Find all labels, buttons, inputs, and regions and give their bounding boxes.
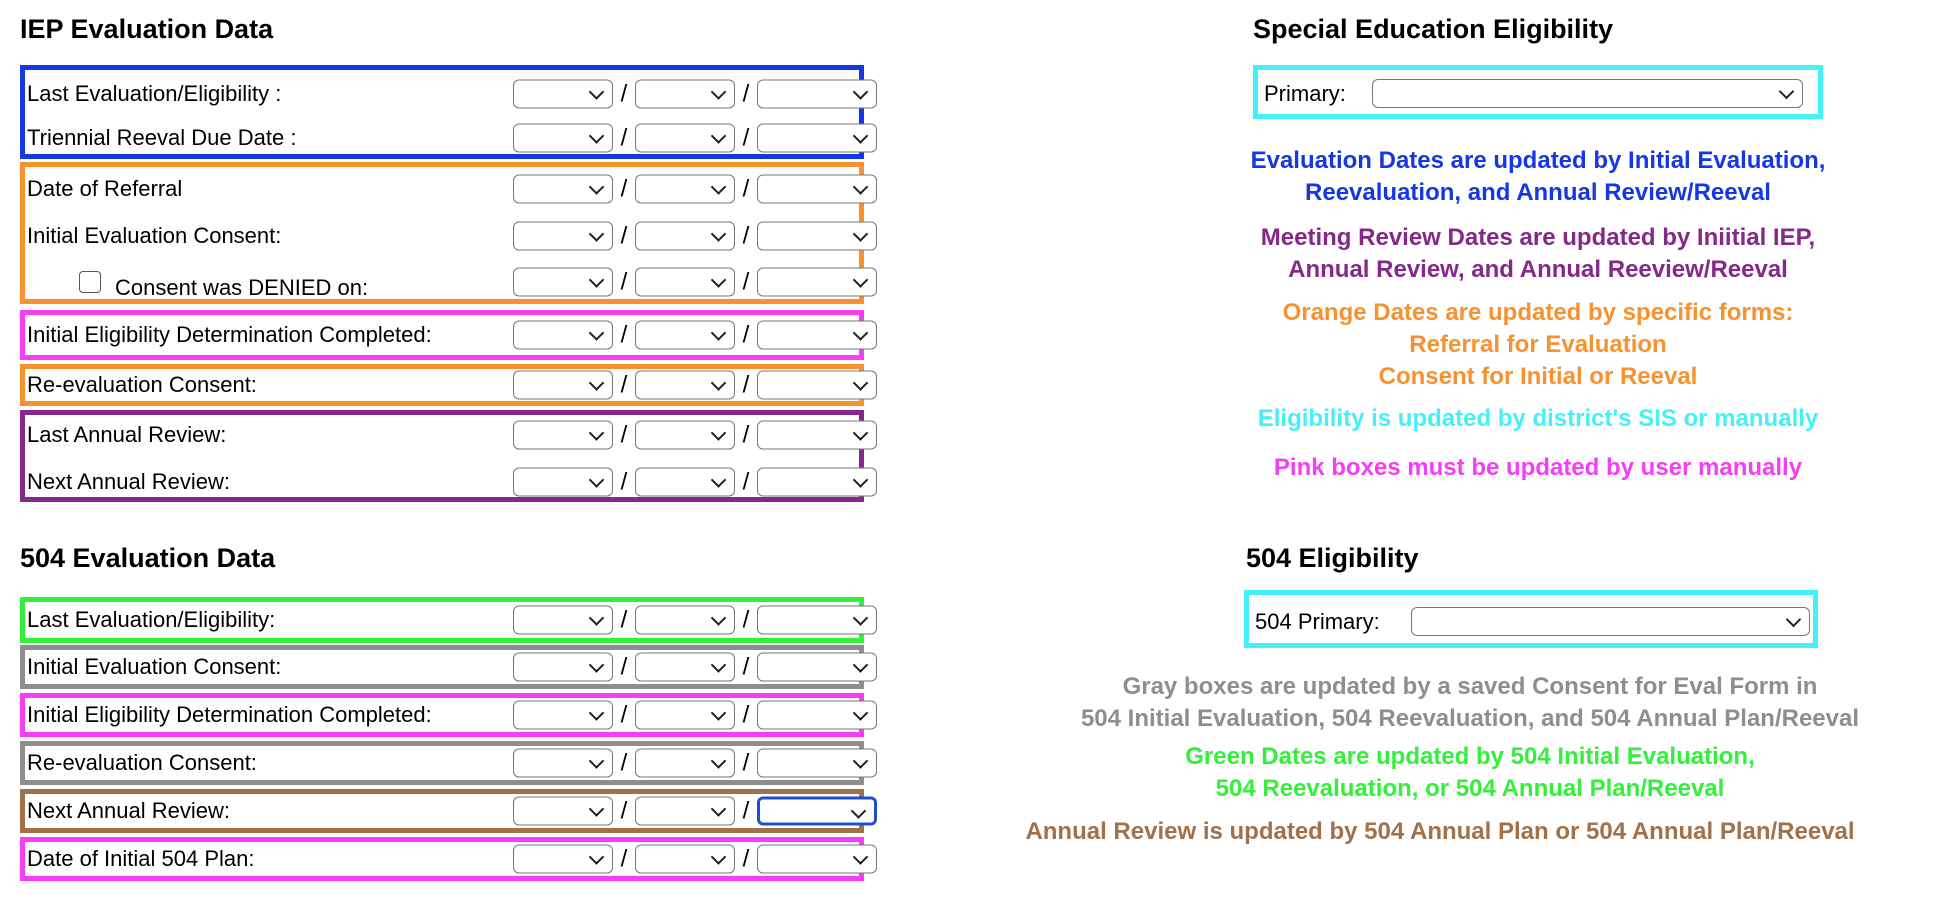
iep-consent-denied-row (25, 258, 859, 306)
iep-last-evaluation-date (513, 80, 877, 109)
s504-reeval-consent-row (25, 739, 859, 787)
chevron-down-icon (589, 849, 605, 865)
chevron-down-icon (589, 705, 605, 721)
chevron-down-icon (711, 753, 727, 769)
date-separator: / (620, 845, 628, 873)
iep-triennial-label: Triennial Reeval Due Date : (27, 125, 297, 150)
iep-last-evaluation-label: Last Evaluation/Eligibility : (27, 81, 282, 106)
chevron-down-icon (589, 375, 605, 391)
chevron-down-icon (711, 425, 727, 441)
pink-504-initial-eligibility-box (20, 693, 864, 737)
s504-initial-eligibility-row (25, 691, 859, 739)
chevron-down-icon (711, 272, 727, 288)
chevron-down-icon (853, 325, 869, 341)
s504-initial-consent-date (513, 653, 877, 682)
iep-reeval-consent-date (513, 371, 877, 400)
chevron-down-icon (711, 849, 727, 865)
day-select[interactable] (635, 468, 735, 497)
s504-initial-consent-label: Initial Evaluation Consent: (27, 654, 282, 679)
month-select[interactable] (513, 371, 613, 400)
chevron-down-icon (711, 801, 727, 817)
iep-referral-label: Date of Referral (27, 176, 183, 201)
consent-denied-checkbox[interactable] (79, 271, 101, 293)
chevron-down-icon (589, 425, 605, 441)
date-separator: / (742, 468, 750, 496)
legend-green (1020, 741, 1920, 805)
chevron-down-icon (589, 610, 605, 626)
chevron-down-icon (589, 226, 605, 242)
year-select[interactable] (757, 124, 877, 153)
pink-initial-eligibility-box (20, 310, 864, 360)
iep-triennial-date (513, 124, 877, 153)
chevron-down-icon (589, 472, 605, 488)
year-select[interactable] (757, 268, 877, 297)
iep-initial-consent-row (25, 212, 859, 260)
orange-referral-consent-box (20, 162, 864, 304)
legend-line: Green Dates are updated by 504 Initial Evaluation, (1185, 743, 1755, 770)
s504-initial-eligibility-date (513, 701, 877, 730)
date-separator: / (742, 653, 750, 681)
s504-next-annual-row (25, 787, 859, 835)
chevron-down-icon (1786, 612, 1802, 628)
legend-line: Annual Review is updated by 504 Annual Plan or 504 Annual Plan/Reeval (1025, 818, 1855, 845)
chevron-down-icon (853, 610, 869, 626)
year-select[interactable] (757, 371, 877, 400)
iep-referral-row (25, 165, 859, 213)
day-select[interactable] (635, 175, 735, 204)
iep-consent-denied-date (513, 268, 877, 297)
day-select[interactable] (635, 124, 735, 153)
month-select[interactable] (513, 321, 613, 350)
chevron-down-icon (711, 325, 727, 341)
chevron-down-icon (853, 705, 869, 721)
chevron-down-icon (711, 705, 727, 721)
iep-initial-consent-date (513, 222, 877, 251)
chevron-down-icon (589, 84, 605, 100)
s504-next-annual-date (513, 797, 877, 826)
orange-reeval-consent-box (20, 364, 864, 406)
chevron-down-icon (853, 226, 869, 242)
chevron-down-icon (711, 179, 727, 195)
legend-orange-dates (1182, 297, 1894, 393)
date-separator: / (620, 749, 628, 777)
consent-denied-label: Consent was DENIED on: (115, 275, 369, 300)
month-select[interactable] (513, 421, 613, 450)
chevron-down-icon (853, 753, 869, 769)
year-select[interactable] (757, 606, 877, 635)
month-select[interactable] (513, 797, 613, 826)
s504-initial-plan-label: Date of Initial 504 Plan: (27, 846, 255, 871)
day-select[interactable] (635, 371, 735, 400)
iep-initial-eligibility-date (513, 321, 877, 350)
s504-next-annual-label: Next Annual Review: (27, 798, 230, 823)
iep-initial-eligibility-row (25, 311, 859, 359)
brown-504-annual-review-box (20, 789, 864, 833)
legend-line: 504 Reevaluation, or 504 Annual Plan/Reeval (1215, 775, 1725, 802)
day-select[interactable] (635, 653, 735, 682)
chevron-down-icon (711, 84, 727, 100)
date-separator: / (620, 468, 628, 496)
date-separator: / (742, 606, 750, 634)
month-select[interactable] (513, 175, 613, 204)
day-select[interactable] (635, 845, 735, 874)
date-separator: / (620, 321, 628, 349)
month-select[interactable] (513, 845, 613, 874)
date-separator: / (742, 421, 750, 449)
date-separator: / (620, 797, 628, 825)
month-select[interactable] (513, 468, 613, 497)
chevron-down-icon (853, 179, 869, 195)
date-separator: / (620, 606, 628, 634)
month-select[interactable] (513, 124, 613, 153)
date-separator: / (742, 371, 750, 399)
gray-504-reeval-consent-box (20, 741, 864, 785)
legend-gray (1020, 671, 1920, 735)
chevron-down-icon (853, 128, 869, 144)
date-separator: / (742, 701, 750, 729)
day-select[interactable] (635, 421, 735, 450)
s504-primary-select[interactable] (1411, 607, 1810, 636)
chevron-down-icon (853, 272, 869, 288)
chevron-down-icon (853, 472, 869, 488)
legend-eligibility (1182, 403, 1894, 435)
date-separator: / (742, 222, 750, 250)
chevron-down-icon (589, 325, 605, 341)
year-select[interactable] (757, 797, 877, 826)
month-select[interactable] (513, 80, 613, 109)
iep-next-annual-date (513, 468, 877, 497)
year-select[interactable] (757, 421, 877, 450)
chevron-down-icon (853, 84, 869, 100)
date-separator: / (742, 268, 750, 296)
legend-line: Referral for Evaluation (1409, 331, 1667, 358)
date-separator: / (620, 124, 628, 152)
month-select[interactable] (513, 268, 613, 297)
chevron-down-icon (711, 375, 727, 391)
blue-evaluation-dates-box (20, 65, 864, 159)
s504-last-evaluation-date (513, 606, 877, 635)
month-select[interactable] (513, 749, 613, 778)
s504-reeval-consent-date (513, 749, 877, 778)
iep-triennial-row (25, 114, 859, 162)
chevron-down-icon (853, 849, 869, 865)
s504-last-evaluation-row (25, 596, 859, 644)
s504-reeval-consent-label: Re-evaluation Consent: (27, 750, 257, 775)
month-select[interactable] (513, 222, 613, 251)
s504-last-evaluation-label: Last Evaluation/Eligibility: (27, 607, 276, 632)
day-select[interactable] (635, 606, 735, 635)
legend-annual-review (950, 816, 1930, 848)
iep-last-evaluation-row (25, 70, 859, 118)
chevron-down-icon (853, 657, 869, 673)
iep-next-annual-label: Next Annual Review: (27, 469, 230, 494)
chevron-down-icon (589, 753, 605, 769)
year-select[interactable] (757, 222, 877, 251)
legend-line: Orange Dates are updated by specific forms: (1282, 299, 1794, 326)
day-select[interactable] (635, 80, 735, 109)
year-select[interactable] (757, 175, 877, 204)
date-separator: / (742, 175, 750, 203)
chevron-down-icon (711, 128, 727, 144)
chevron-down-icon (589, 128, 605, 144)
s504-section-title: 504 Evaluation Data (20, 543, 276, 573)
legend-meeting-dates (1182, 222, 1894, 286)
year-select[interactable] (757, 653, 877, 682)
purple-meeting-review-box (20, 410, 864, 502)
iep-reeval-consent-label: Re-evaluation Consent: (27, 372, 257, 397)
green-504-last-eval-box (20, 597, 864, 643)
s504-initial-plan-date (513, 845, 877, 874)
year-select[interactable] (757, 749, 877, 778)
date-separator: / (620, 421, 628, 449)
year-select[interactable] (757, 321, 877, 350)
day-select[interactable] (635, 749, 735, 778)
chevron-down-icon (853, 375, 869, 391)
legend-pink (1182, 452, 1894, 484)
date-separator: / (620, 222, 628, 250)
day-select[interactable] (635, 222, 735, 251)
date-separator: / (620, 701, 628, 729)
iep-referral-date (513, 175, 877, 204)
chevron-down-icon (589, 272, 605, 288)
s504-initial-consent-row (25, 643, 859, 691)
date-separator: / (620, 268, 628, 296)
day-select[interactable] (635, 797, 735, 826)
year-select[interactable] (757, 468, 877, 497)
legend-line: Consent for Initial or Reeval (1378, 363, 1698, 390)
chevron-down-icon (851, 803, 867, 819)
date-separator: / (742, 749, 750, 777)
s504-initial-plan-row (25, 835, 859, 883)
chevron-down-icon (711, 610, 727, 626)
year-select[interactable] (757, 701, 877, 730)
pink-504-initial-plan-box (20, 837, 864, 881)
legend-line: Pink boxes must be updated by user manually (1273, 454, 1803, 481)
chevron-down-icon (589, 801, 605, 817)
legend-line: Reevaluation, and Annual Review/Reeval (1305, 179, 1771, 206)
iep-last-annual-label: Last Annual Review: (27, 422, 227, 447)
sped-eligibility-title: Special Education Eligibility (1253, 14, 1614, 44)
iep-reeval-consent-row (25, 361, 859, 409)
date-separator: / (620, 371, 628, 399)
chevron-down-icon (589, 657, 605, 673)
legend-line: Eligibility is updated by district's SIS or manually (1257, 405, 1819, 432)
legend-line: Annual Review, and Annual Reeview/Reeval (1288, 256, 1788, 283)
chevron-down-icon (711, 226, 727, 242)
date-separator: / (620, 653, 628, 681)
iep-section-title: IEP Evaluation Data (20, 14, 274, 44)
month-select[interactable] (513, 653, 613, 682)
month-select[interactable] (513, 606, 613, 635)
cyan-primary-eligibility-box (1253, 65, 1823, 119)
legend-evaluation-dates (1182, 145, 1894, 209)
legend-line: Gray boxes are updated by a saved Consent for Eval Form in (1122, 673, 1818, 700)
chevron-down-icon (711, 472, 727, 488)
day-select[interactable] (635, 321, 735, 350)
year-select[interactable] (757, 845, 877, 874)
cyan-504-primary-box (1244, 590, 1818, 648)
date-separator: / (620, 175, 628, 203)
primary-eligibility-select[interactable] (1372, 79, 1803, 108)
date-separator: / (742, 80, 750, 108)
legend-line: Evaluation Dates are updated by Initial Evaluation, (1250, 147, 1826, 174)
chevron-down-icon (853, 425, 869, 441)
legend-line: Meeting Review Dates are updated by Iniitial IEP, (1260, 224, 1816, 251)
date-separator: / (742, 845, 750, 873)
day-select[interactable] (635, 268, 735, 297)
primary-label: Primary: (1264, 81, 1346, 106)
s504-initial-eligibility-label: Initial Eligibility Determination Completed: (27, 702, 432, 727)
day-select[interactable] (635, 701, 735, 730)
iep-initial-consent-label: Initial Evaluation Consent: (27, 223, 282, 248)
date-separator: / (742, 797, 750, 825)
s504-eligibility-title: 504 Eligibility (1246, 543, 1419, 573)
legend-line: 504 Initial Evaluation, 504 Reevaluation, and 504 Annual Plan/Reeval (1080, 705, 1860, 732)
iep-last-annual-date (513, 421, 877, 450)
iep-last-annual-row (25, 411, 859, 459)
date-separator: / (742, 321, 750, 349)
chevron-down-icon (589, 179, 605, 195)
iep-next-annual-row (25, 458, 859, 506)
chevron-down-icon (711, 657, 727, 673)
chevron-down-icon (1779, 84, 1795, 100)
year-select[interactable] (757, 80, 877, 109)
month-select[interactable] (513, 701, 613, 730)
s504-primary-label: 504 Primary: (1255, 609, 1380, 634)
date-separator: / (742, 124, 750, 152)
iep-initial-eligibility-label: Initial Eligibility Determination Completed: (27, 322, 432, 347)
date-separator: / (620, 80, 628, 108)
gray-504-initial-consent-box (20, 645, 864, 689)
